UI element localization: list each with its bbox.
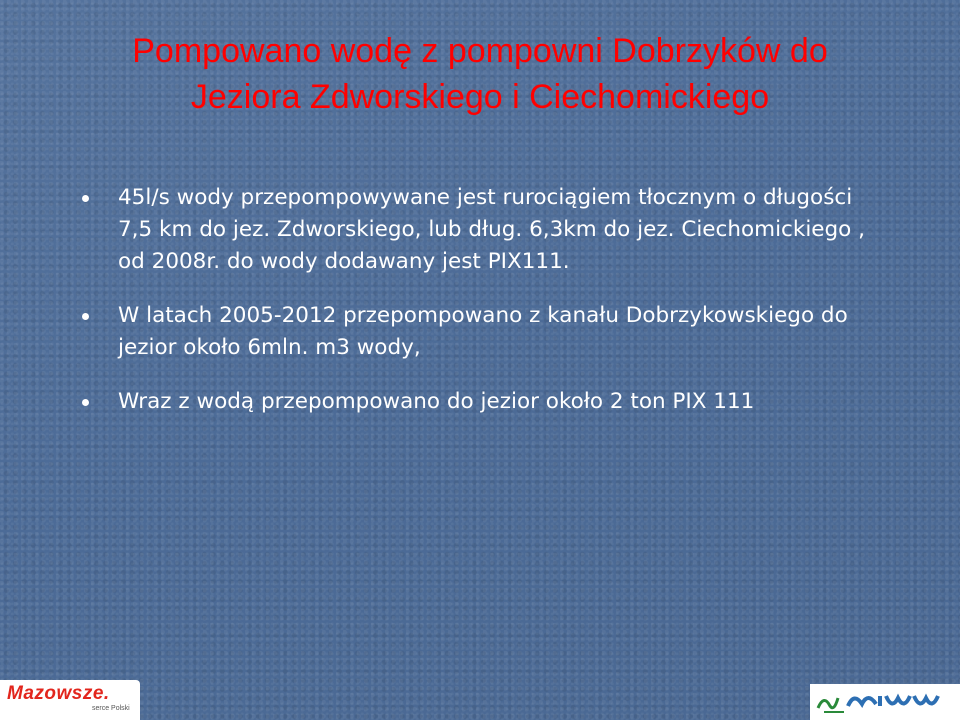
slide-title xyxy=(40,28,920,120)
bullet-item xyxy=(78,300,928,364)
bullet-dot-icon xyxy=(82,399,89,406)
miww-logo xyxy=(810,684,960,720)
bullet-line: jezior około 6mln. m3 wody, xyxy=(118,335,421,360)
bullet-line: 45l/s wody przepompowywane jest rurociągiem tłocznym o długości xyxy=(118,185,853,210)
bullet-line: od 2008r. do wody dodawany jest PIX111. xyxy=(118,249,570,274)
mazowsze-logo-brand: Mazowsze. xyxy=(7,683,110,704)
bullet-list xyxy=(78,182,928,418)
bullet-dot-icon xyxy=(82,313,89,320)
bullet-line: W latach 2005-2012 przepompowano z kanału Dobrzykowskiego do xyxy=(118,303,848,328)
mazowsze-logo-tagline: serce Polski xyxy=(92,705,130,712)
mazowsze-logo xyxy=(0,680,140,720)
slide-title-line-2: Jeziora Zdworskiego i Ciechomickiego xyxy=(190,78,770,116)
bullet-line: 7,5 km do jez. Zdworskiego, lub dług. 6,3km do jez. Ciechomickiego , xyxy=(118,217,865,242)
miww-logo-icon xyxy=(814,686,954,716)
bullet-item xyxy=(78,386,928,418)
bullet-item xyxy=(78,182,928,278)
slide-title-line-1: Pompowano wodę z pompowni Dobrzyków do xyxy=(132,32,828,70)
bullet-line: Wraz z wodą przepompowano do jezior około 2 ton PIX 111 xyxy=(118,389,755,414)
bullet-dot-icon xyxy=(82,195,89,202)
